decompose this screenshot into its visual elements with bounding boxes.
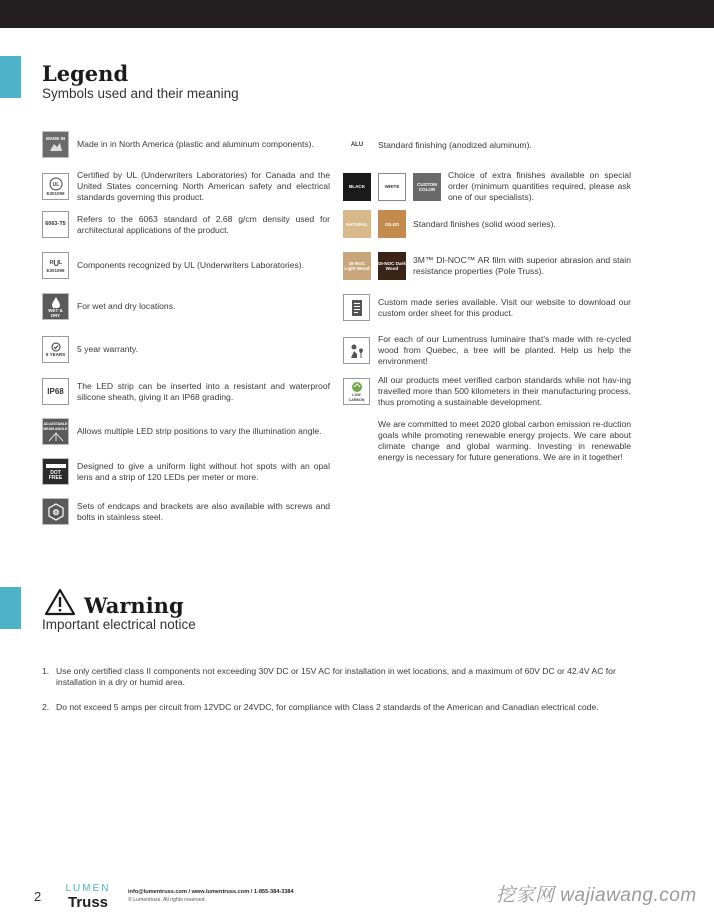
legend-desc: Made in in North America (plastic and aluminum components). [77, 139, 314, 149]
white-finish-swatch: WHITE [378, 173, 406, 201]
warning-item-text: Do not exceed 5 amps per circuit from 12VDC or 24VDC, for compliance with Class 2 standards of the American and Canadian electrical code. [56, 702, 599, 712]
document-icon [343, 294, 370, 321]
custom-color-swatch: CUSTOM COLOR [413, 173, 441, 201]
legend-desc: Standard finishing (anodized aluminum). [378, 139, 532, 150]
top-bar [0, 0, 714, 28]
legend-item-ul-recognized [42, 252, 330, 279]
dot-free-icon: DOT FREE [42, 458, 69, 485]
svg-text:UL: UL [52, 182, 59, 188]
page-number: 2 [34, 889, 42, 904]
legend-item-beam-angle [42, 418, 330, 445]
legend-item-wet-dry [42, 293, 330, 320]
legend-item-ul-certified [42, 170, 330, 203]
legend-item-made-in [42, 131, 330, 158]
legend-desc: Designed to give a uniform light without hot spots with an opal lens and a strip of 120 LEDs per meter or more. [77, 460, 330, 482]
legend-item-dot-free [42, 458, 330, 485]
ul-certified-icon: UL E301099 [42, 173, 69, 200]
legend-item-warranty [42, 336, 330, 363]
plant-tree-icon [343, 337, 370, 364]
legend-item-ip68 [42, 378, 330, 405]
warning-accent-bar [0, 587, 21, 629]
endcaps-brackets-icon [42, 498, 69, 525]
legend-desc: Sets of endcaps and brackets are also available with screws and bolts in stainless steel. [77, 500, 330, 522]
legend-desc: Components recognized by UL (Underwriters Laboratories). [77, 260, 305, 270]
legend-desc: All our products meet verified carbon standards while not hav-ing travelled more than 500 kilometers in their manufacturing process, thus promoting a sustainable development. [378, 375, 631, 407]
legend-subtitle: Symbols used and their meaning [42, 86, 239, 101]
wet-dry-location-icon: WET & DRY [42, 293, 69, 320]
legend-desc: Choice of extra finishes available on special order (minimum quantities required, please ask one of our specialists). [448, 170, 631, 202]
warning-item [42, 666, 634, 688]
natural-wood-swatch: NATURAL [343, 210, 371, 238]
legend-desc: 5 year warranty. [77, 344, 138, 354]
aluminum-6063-icon: 6063-T5 [42, 211, 69, 238]
dinoc-light-wood-swatch: DI-NOC Light Wood [343, 252, 371, 280]
warning-triangle-icon [44, 588, 76, 616]
legend-item-wood [343, 210, 631, 238]
legend-desc: Standard finishes (solid wood series). [413, 218, 556, 229]
legend-item-carbon [343, 375, 631, 408]
low-carbon-icon: LOW CARBON [343, 378, 370, 405]
legend-desc: For wet and dry locations. [77, 301, 176, 311]
legend-desc: Allows multiple LED strip positions to vary the illumination angle. [77, 426, 322, 436]
legend-item-dinoc [343, 252, 631, 280]
dinoc-dark-wood-swatch: DI-NOC Dark Wood [378, 252, 406, 280]
legend-desc: Refers to the 6063 standard of 2.68 g/cm density used for architectural applications of the product. [77, 213, 330, 235]
legend-accent-bar [0, 56, 21, 98]
warranty-icon: 5 YEARS [42, 336, 69, 363]
footer-copyright: © Lumentruss. All rights reserved. [128, 897, 206, 903]
adjustable-beam-angle-icon: ADJUSTABLE BEAM ANGLE [42, 418, 69, 445]
legend-item-alu [343, 134, 631, 156]
legend-item-endcaps [42, 498, 330, 525]
black-finish-swatch: BLACK [343, 173, 371, 201]
lumentruss-logo [60, 883, 116, 911]
warning-list [42, 666, 634, 727]
warning-item-number: 2. [42, 702, 50, 712]
warning-subtitle: Important electrical notice [42, 617, 196, 632]
svg-text:ᴿUᴸ: ᴿUᴸ [49, 259, 62, 268]
watermark: 挖家网 wajiawang.com [496, 885, 697, 906]
svg-text:⚙: ⚙ [51, 507, 60, 517]
made-in-north-america-icon: MADE IN [42, 131, 69, 158]
carbon-commitment-text: We are committed to meet 2020 global carbon emission re-duction goals while promoting renewable energy projects. We care about climate change and global warming. Investing in renewable energy is necessary for future generations. We are in it together! [378, 419, 632, 462]
logo-text-top: LUMEN [65, 883, 111, 894]
footer-contact: info@lumentruss.com / www.lumentruss.com / 1-855-384-3384 [128, 889, 294, 895]
legend-item-finishes [343, 170, 631, 203]
warning-item-number: 1. [42, 666, 50, 676]
legend-item-recycled [343, 334, 631, 367]
warning-title: Warning [84, 593, 184, 618]
legend-desc: The LED strip can be inserted into a resistant and waterproof silicone sheath, giving it an IP68 grading. [77, 380, 330, 402]
legend-title: Legend [42, 61, 129, 86]
legend-desc: For each of our Lumentruss luminaire that's made with re-cycled wood from Quebec, a tree will be planted. Help us help the environment! [378, 334, 631, 366]
legend-desc: 3M™ DI-NOC™ AR film with superior abrasion and stain resistance properties (Pole Truss). [413, 255, 631, 276]
ip68-icon: IP68 [42, 378, 69, 405]
oiled-wood-swatch: OILED [378, 210, 406, 238]
legend-desc: Custom made series available. Visit our website to download our custom order sheet for this product. [378, 296, 631, 318]
logo-text-bottom: Truss [67, 894, 109, 911]
alu-icon: ALU [350, 142, 364, 148]
legend-item-custom-order [343, 294, 631, 321]
legend-item-6063 [42, 211, 330, 238]
warning-item [42, 702, 634, 713]
warning-item-text: Use only certified class II components not exceeding 30V DC or 15V AC for installation in wet locations, and a maximum of 60V DC or 42.4V AC for installation in a dry or humid area. [56, 666, 616, 687]
ul-recognized-icon: ᴿUᴸ E301099 [42, 252, 69, 279]
legend-desc: Certified by UL (Underwriters Laboratories) for Canada and the United States concerning North American safety and electrical standards governing this product. [77, 170, 330, 202]
